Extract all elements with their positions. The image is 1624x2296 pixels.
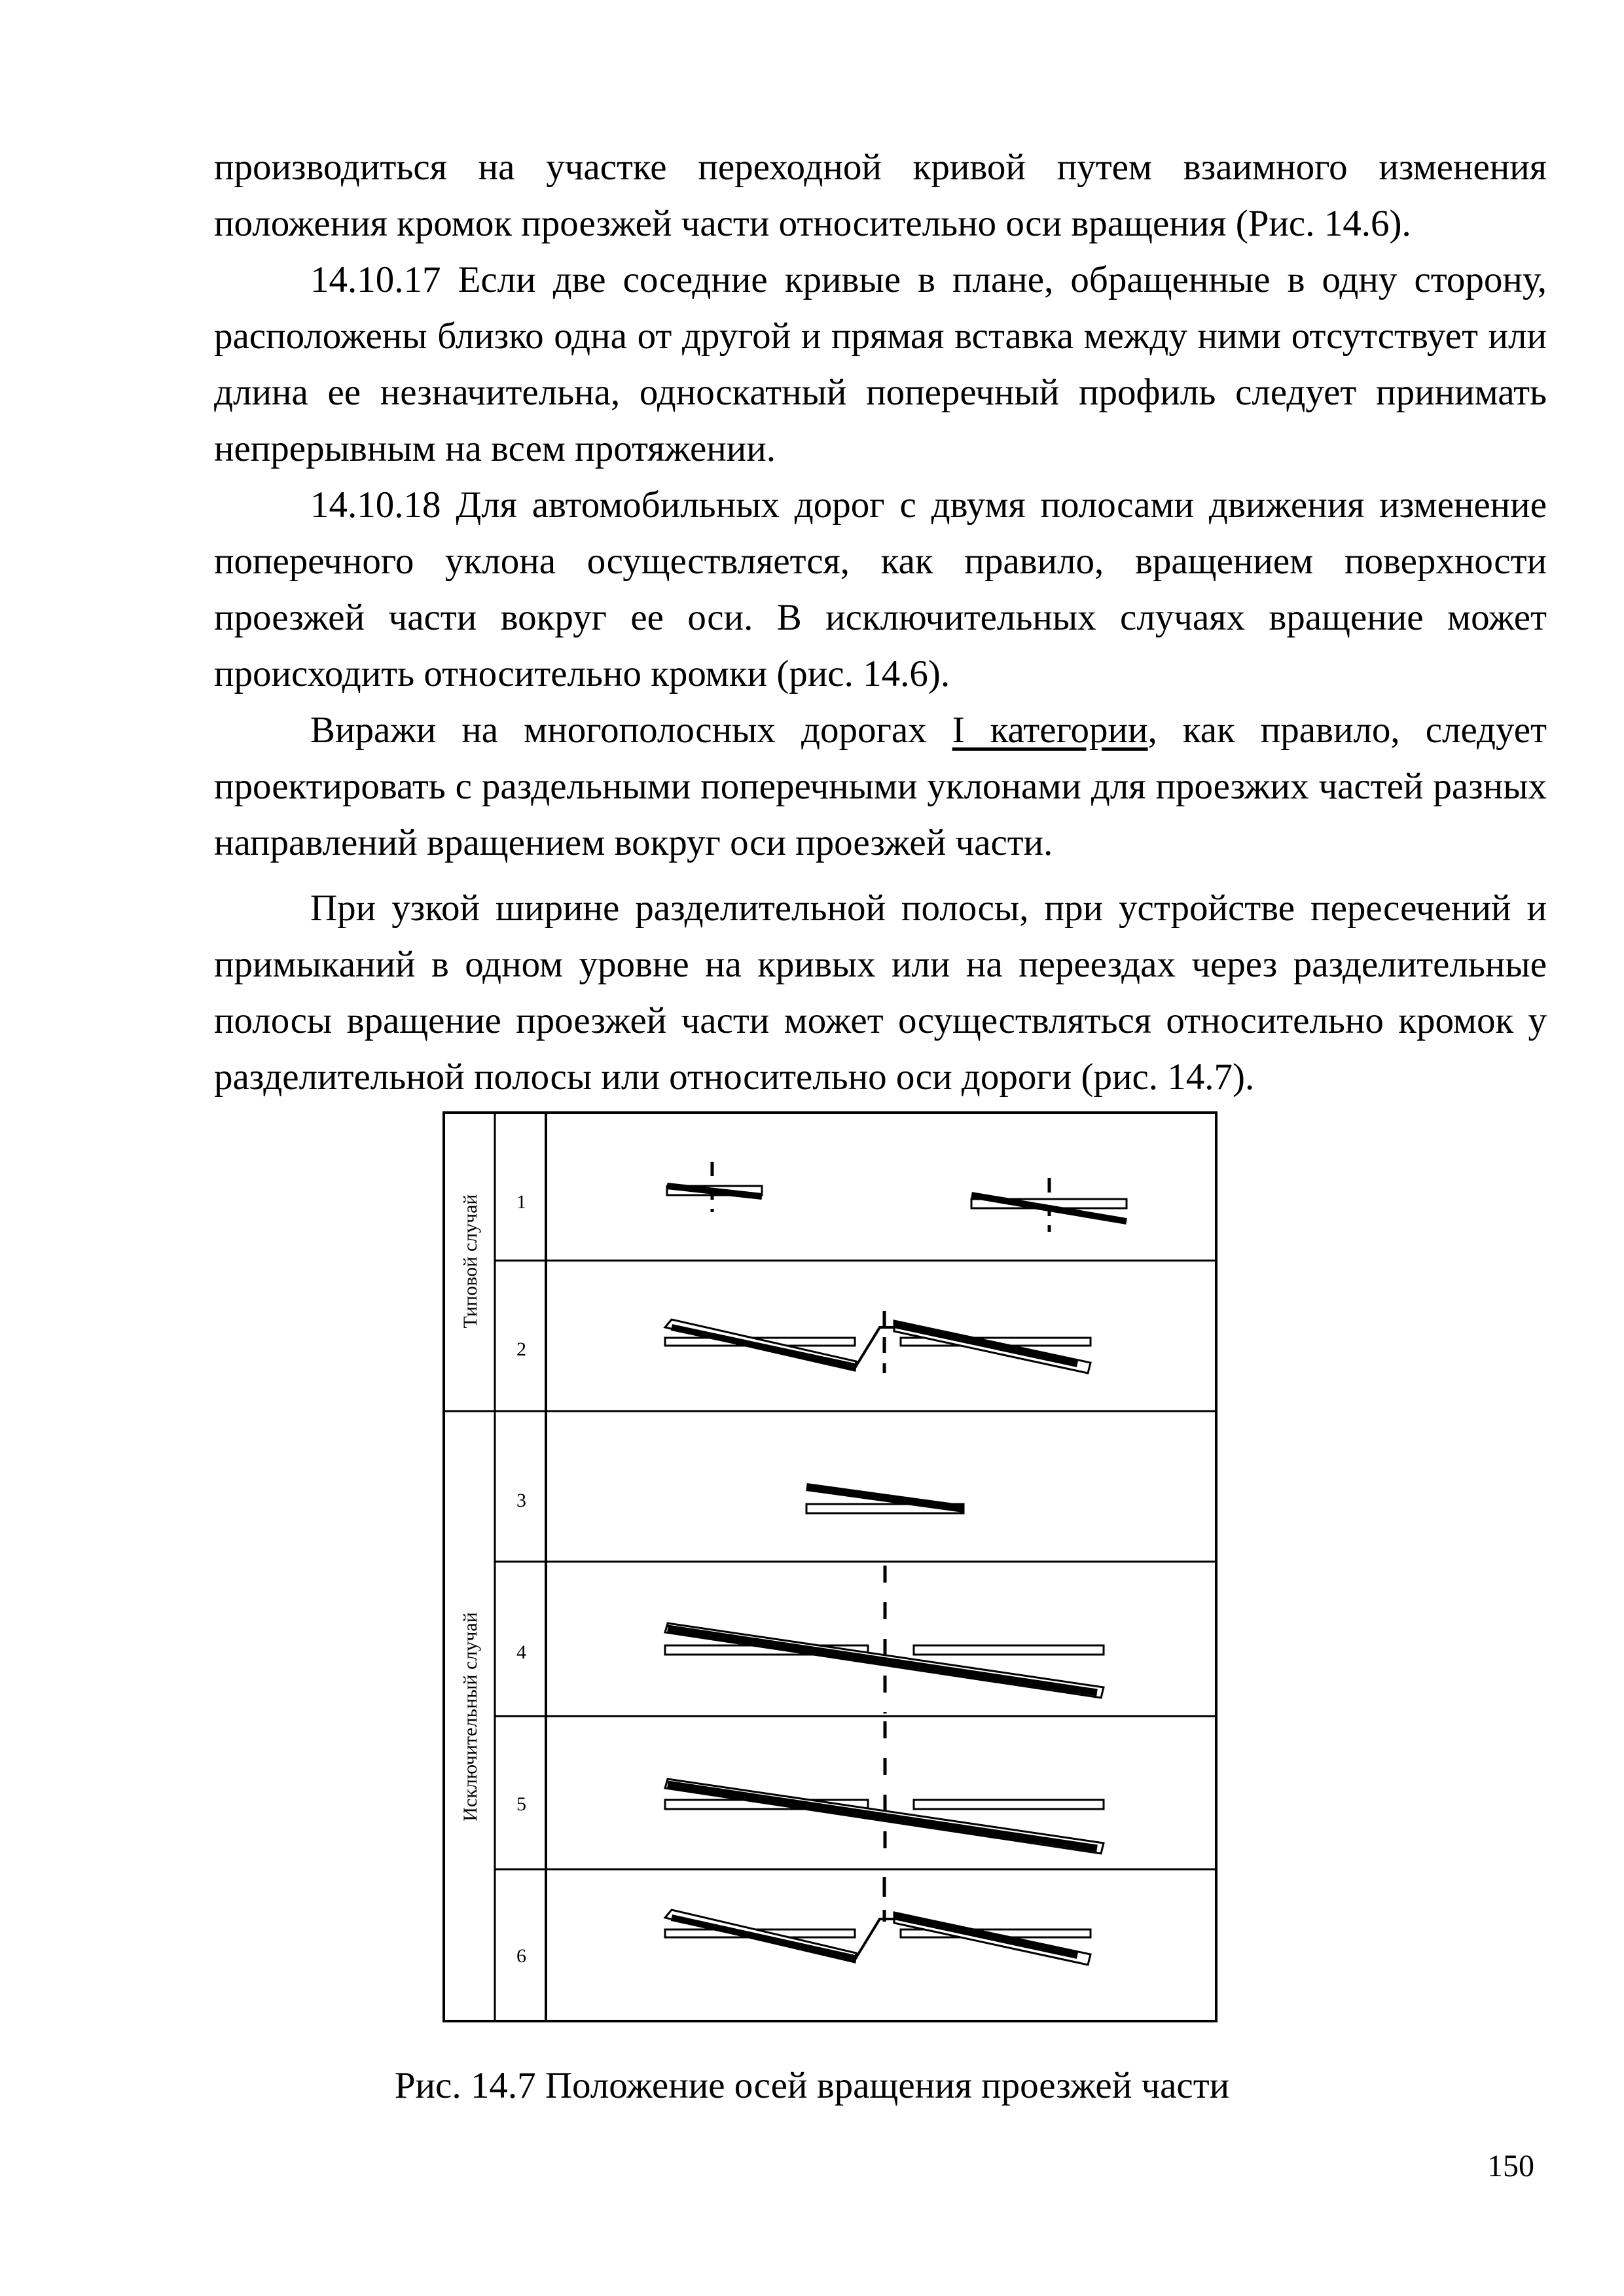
case-2-diagram <box>665 1311 1091 1373</box>
case-1-diagram <box>667 1162 1127 1232</box>
page-number: 150 <box>1487 2149 1534 2183</box>
category-link[interactable]: I категории <box>952 709 1148 751</box>
case-6-diagram <box>665 1877 1091 1965</box>
row-number-5: 5 <box>516 1793 526 1815</box>
case-3-diagram <box>806 1487 964 1513</box>
case-4-diagram <box>665 1566 1104 1713</box>
paragraph-4 <box>214 702 1547 871</box>
paragraph-4-end: , как правило, следует проектировать с раздельными поперечными уклонами для проезжих частей разных направлений вращением вокруг оси проезжей части. <box>214 709 1547 863</box>
paragraph-5: При узкой ширине разделительной полосы, при устройстве пересечений и примыканий в одном уровне на кривых или на переездах через разделительные полосы вращение проезжей части может осуществляться относительно кромок у разделительной полосы или относительно оси дороги (рис. 14.7). <box>214 888 1547 1098</box>
row-number-3: 3 <box>516 1490 526 1511</box>
row-number-4: 4 <box>516 1641 526 1663</box>
paragraph-1: производиться на участке переходной кривой путем взаимного изменения положения кромок проезжей части относительно оси вращения (Рис. 14.6). <box>214 147 1547 244</box>
figure-caption: Рис. 14.7 Положение осей вращения проезжей части <box>394 2065 1230 2106</box>
row-number-6: 6 <box>516 1945 526 1967</box>
group-label-exceptional: Исключительный случай <box>460 1612 481 1821</box>
row-number-2: 2 <box>516 1338 526 1360</box>
row-number-1: 1 <box>516 1191 526 1213</box>
paragraph-2: 14.10.17 Если две соседние кривые в плане, обращенные в одну сторону, расположены близко одна от другой и прямая вставка между ними отсутствует или длина ее незначительна, односкатный поперечный профиль следует принимать непрерывным на всем протяжении. <box>214 259 1547 469</box>
rotation-axes-figure <box>442 1111 1224 2024</box>
paragraph-3: 14.10.18 Для автомобильных дорог с двумя полосами движения изменение поперечного уклона осуществляется, как правило, вращением поверхности проезжей части вокруг ее оси. В исключительных случаях вращение может происходить относительно кромки (рис. 14.6). <box>214 484 1547 694</box>
group-label-typical: Типовой случай <box>460 1194 481 1329</box>
case-5-diagram <box>665 1721 1104 1867</box>
paragraph-4-start: Виражи на многополосных дорогах <box>310 709 952 751</box>
